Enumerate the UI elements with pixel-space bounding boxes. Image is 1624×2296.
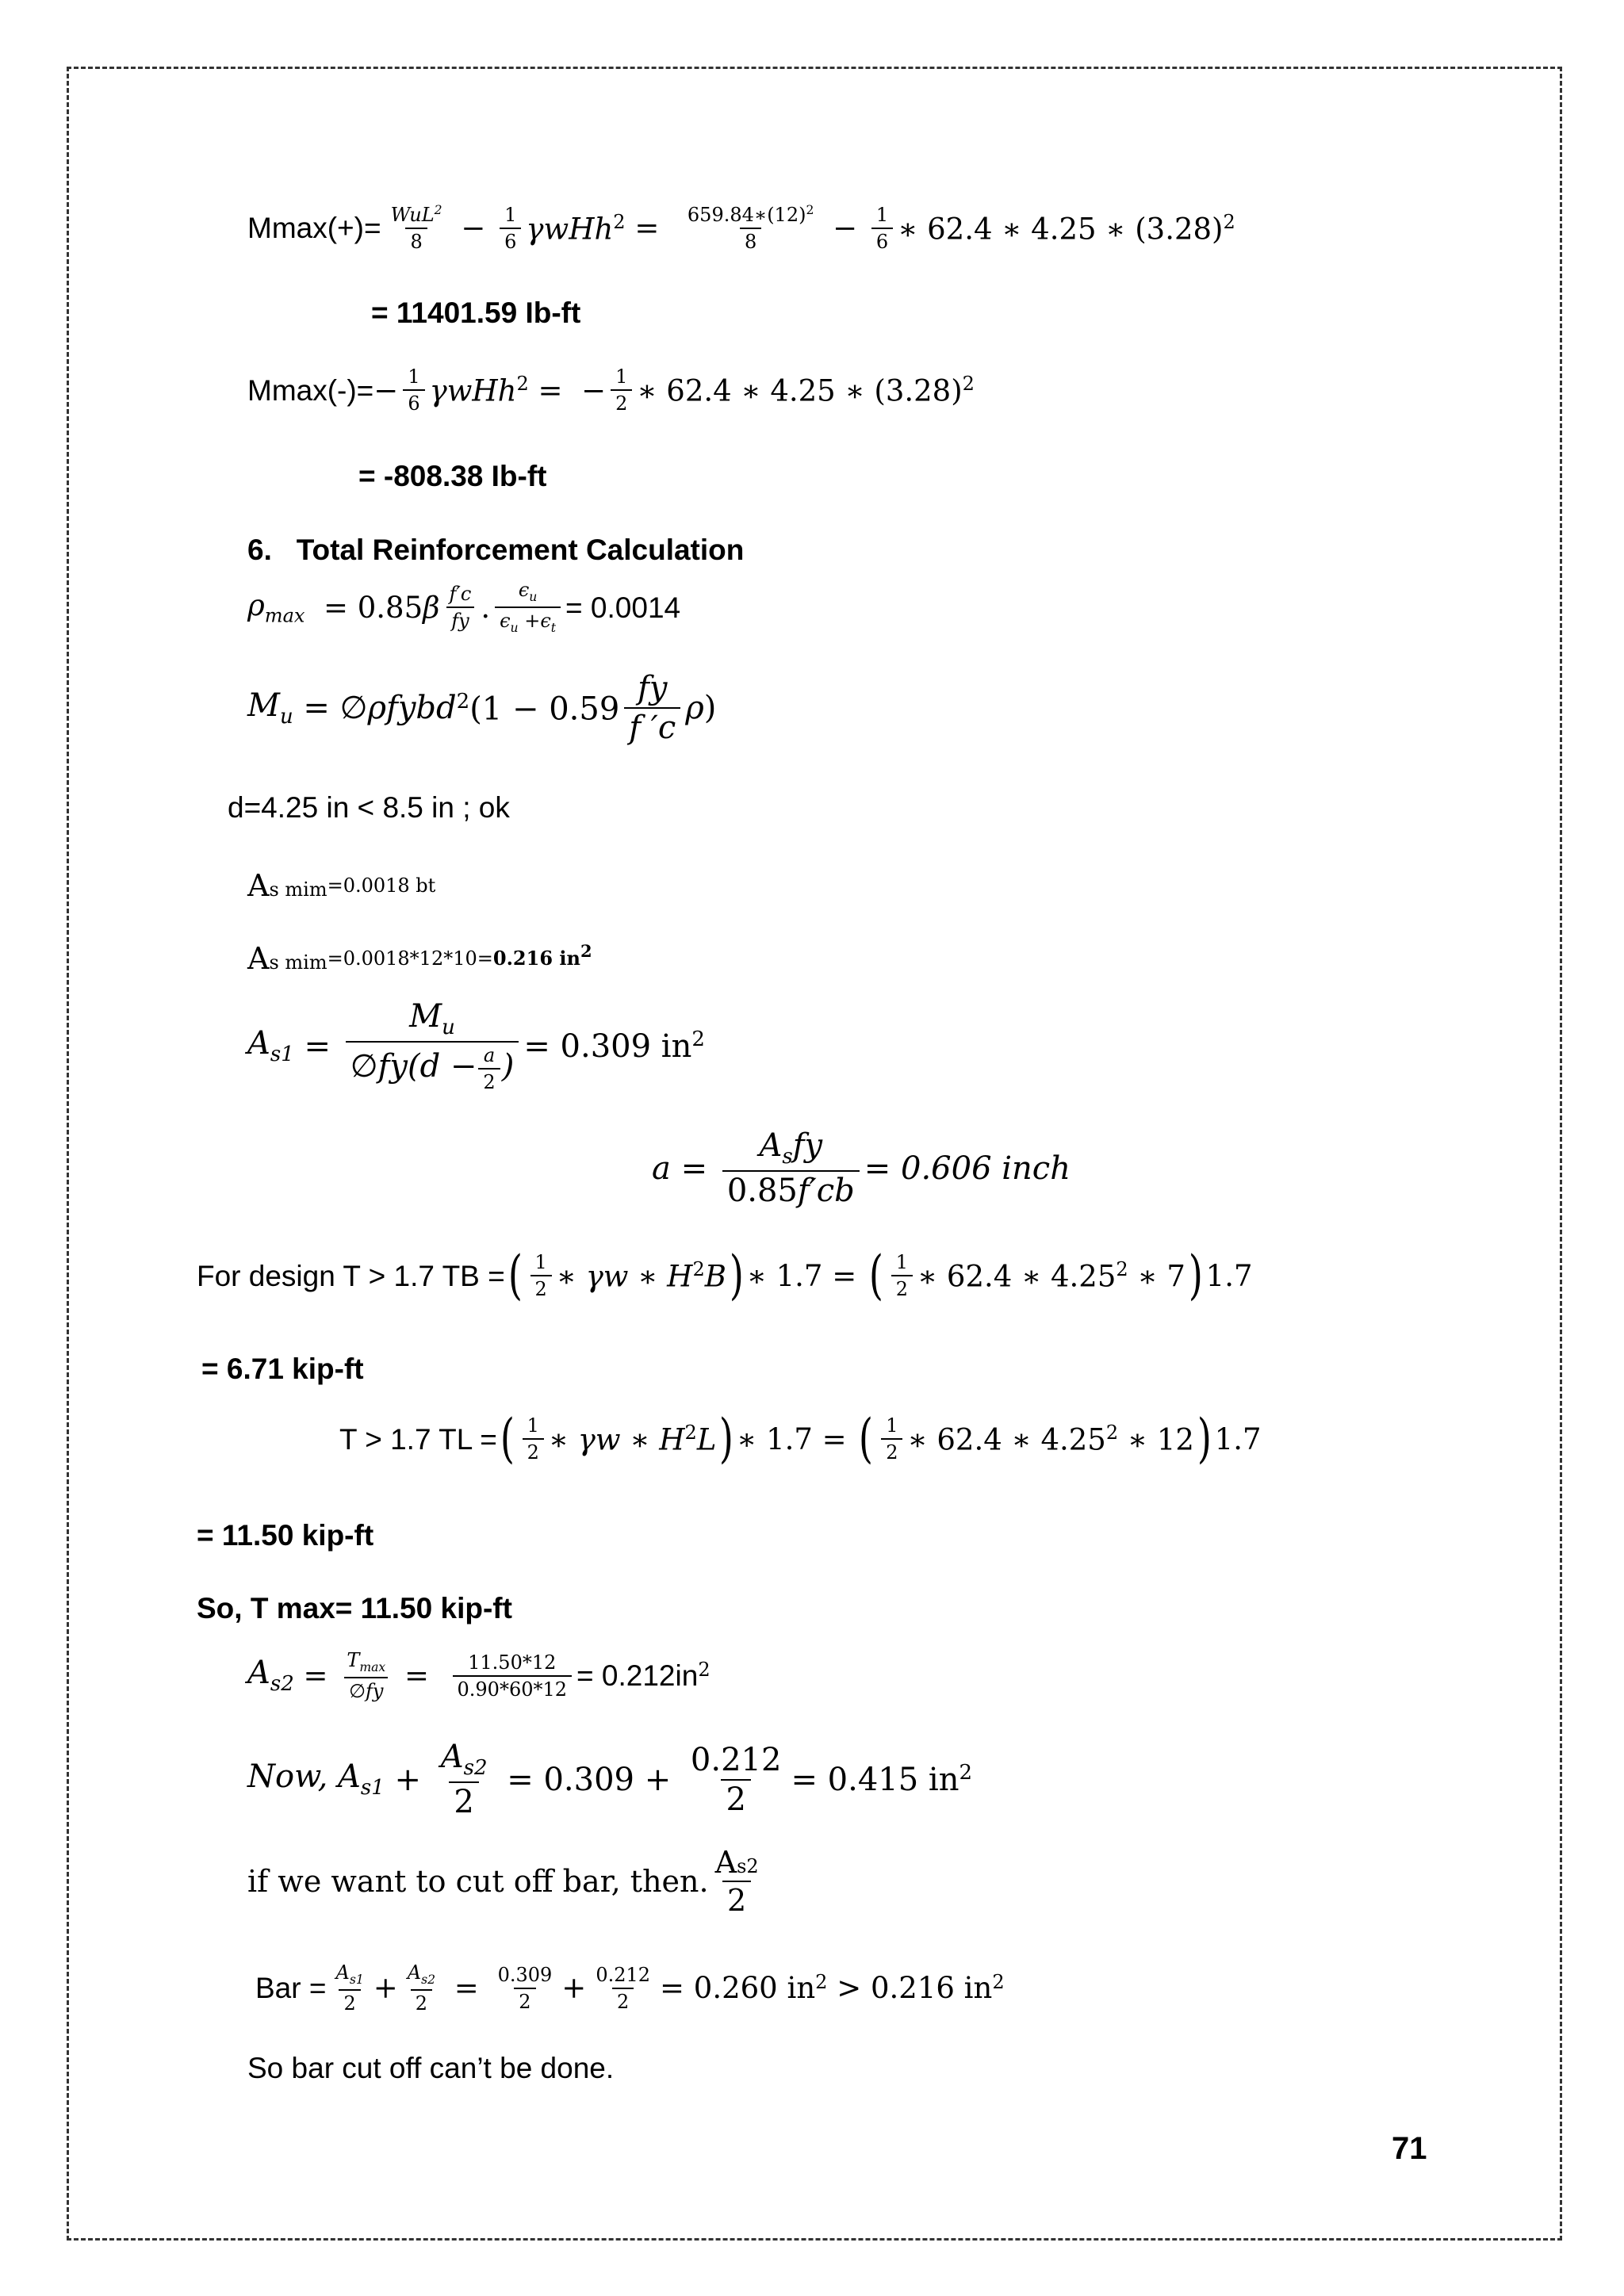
bar-label: Bar =	[255, 1972, 327, 2005]
total-as-result: = 0.415 in	[791, 1761, 959, 1798]
bar-equation: Bar = $\frac{A_{s1}}{2}$ + $\frac{A_{s2}}{2}$ = $\frac{0.309}{2}$ + $\frac{0.212}{2}$ = 0.260 in $^2$ > 0.216 in $^2$	[255, 1961, 1005, 2015]
cutoff-statement: if we want to cut off bar, then. $\frac{As2}{2}$	[247, 1845, 759, 1918]
mmax-positive-equation: Mmax(+)= $\frac{WuL^2}{8}$ − $\frac{1}{6}$ γwHh$^2$ = $\frac{659.84∗(12)^2}{8}$ − $\frac{1}{6}$ ∗ 62.4 ∗ 4.25 ∗ $(3.28)^2$	[247, 203, 1235, 253]
mmax-positive-label: Mmax(+)=	[247, 212, 381, 244]
a-equation: a = $\frac{A_sfy}{0.85f'cb}$ = 0.606 inch	[652, 1127, 1071, 1209]
tl-equation: T > 1.7 TL = ( $\frac{1}{2}$ ∗ γw ∗ $H^2L$ ) ∗ 1.7 = ( $\frac{1}{2}$ ∗ 62.4 ∗ 4.25$^2$ ∗ 12 ) 1.7	[339, 1408, 1262, 1469]
mmax-negative-label: Mmax(-)=	[247, 373, 374, 407]
conclusion: So bar cut off can’t be done.	[247, 2052, 615, 2084]
page-number: 71	[1392, 2131, 1427, 2166]
tmax-statement: So, T max= 11.50 kip-ft	[197, 1592, 512, 1624]
as1-result: = 0.309 in	[523, 1027, 692, 1065]
as-min-formula: As mim =0.0018 bt	[247, 868, 436, 903]
rho-max-result: = 0.0014	[565, 591, 681, 624]
d-check: d=4.25 in < 8.5 in ; ok	[228, 791, 510, 824]
tl-label: T > 1.7 TL =	[339, 1422, 497, 1456]
bar-result: = 0.260 in	[660, 1971, 816, 2006]
as-min-calc: As mim =0.0018*12*10= 0.216 in 2	[247, 940, 592, 976]
as2-result: = 0.212in	[576, 1659, 699, 1693]
tb-equation: For design T > 1.7 TB = ( $\frac{1}{2}$ ∗ γw ∗ $H^2B$ ) ∗ 1.7 = ( $\frac{1}{2}$ ∗ 62.4 ∗ 4.25$^2$ ∗ 7 ) 1.7	[197, 1245, 1253, 1306]
a-result: = 0.606 inch	[864, 1150, 1071, 1187]
mu-equation: $M_u$ = ∅ ρfybd $^2$(1 − 0.59 $\frac{fy}{f 'c}$ ρ )	[247, 670, 717, 746]
rho-max-equation: $\rho_{max}$ = 0.85 β $\frac{f'c}{fy}$ . $\frac{\epsilon_u}{\epsilon_u +\epsilon_t}$ = 0.0014	[247, 579, 681, 636]
tl-result: = 11.50 kip-ft	[197, 1519, 374, 1552]
mmax-negative-equation: Mmax(-)= − $\frac{1}{6}$ γwHh$^2$ = − $\frac{1}{2}$ ∗ 62.4 ∗ 4.25 ∗ $(3.28)^2$	[247, 365, 975, 415]
mmax-positive-result: = 11401.59 Ib-ft	[371, 297, 581, 329]
as1-equation: $A_{s1}$ = $M_u$ ∅fy(d − $\frac{a}{2}$ ) = 0.309 in $^2$	[247, 998, 705, 1093]
total-as-equation: Now, $A_{s1}$ + $\frac{A_{s2}}{2}$ = 0.309 + $\frac{0.212}{2}$ = 0.415 in $^2$	[247, 1739, 972, 1820]
section-heading: 6. Total Reinforcement Calculation	[247, 534, 745, 566]
as2-equation: $A_{s2}$ = $\frac{T_{max}}{\emptyset fy}$ = $\frac{11.50*12}{0.90*60*12}$ = 0.212in $^2$	[247, 1649, 710, 1703]
bar-compare: > 0.216 in	[837, 1971, 993, 2006]
tb-label: For design T > 1.7 TB =	[197, 1259, 505, 1292]
tb-result: = 6.71 kip-ft	[201, 1353, 364, 1385]
mmax-negative-result: = -808.38 Ib-ft	[358, 460, 547, 492]
